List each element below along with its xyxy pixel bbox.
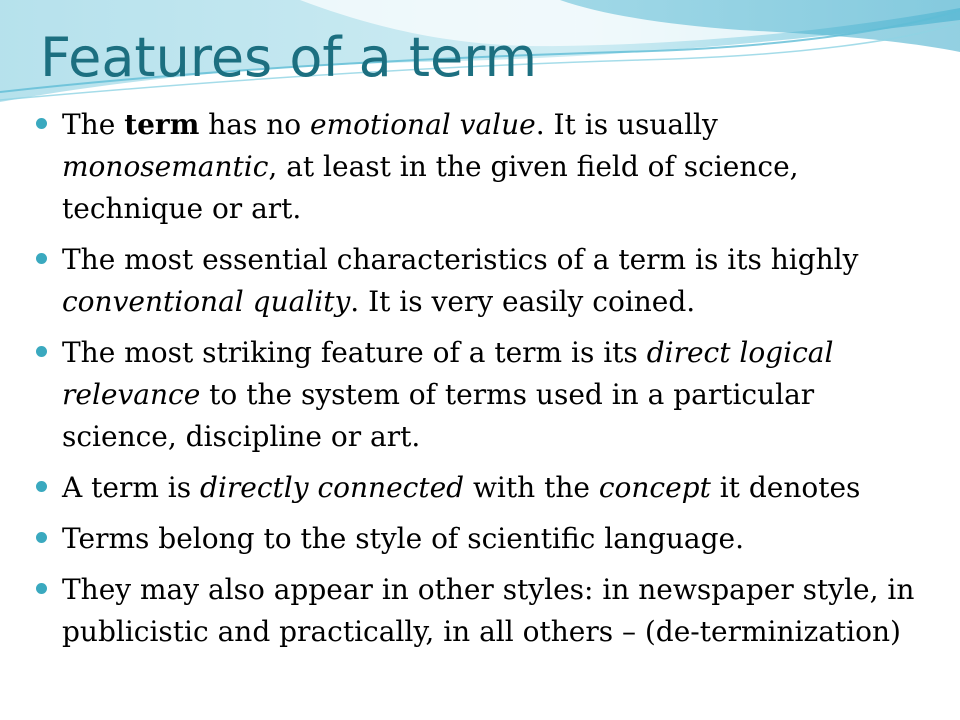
text-segment: has no [199, 108, 311, 141]
text-segment-italic: emotional value [310, 108, 536, 141]
bullet-dot-icon [36, 481, 47, 492]
bullet-item [36, 239, 916, 323]
text-segment: , at least in the given field of science, technique or art. [62, 150, 799, 225]
text-segment: The most striking feature of a term is its [62, 336, 647, 369]
text-segment-italic: direct logical relevance [62, 336, 834, 411]
bullet-dot-icon [36, 253, 47, 264]
bullet-item [36, 332, 916, 458]
bullet-item [36, 518, 916, 560]
bullet-item [36, 569, 916, 653]
bullet-text [62, 243, 858, 318]
text-segment-bold: term [124, 108, 200, 141]
bullet-dot-icon [36, 118, 47, 129]
bullet-dot-icon [36, 583, 47, 594]
text-segment: A term is [62, 471, 201, 504]
bullet-text [62, 471, 860, 504]
bullet-text [62, 573, 914, 648]
text-segment: it denotes [710, 471, 861, 504]
text-segment: . It is usually [535, 108, 718, 141]
text-segment: The [62, 108, 125, 141]
bullet-text [62, 522, 744, 555]
bullet-item [36, 467, 916, 509]
text-segment: . It is very easily coined. [350, 285, 696, 318]
text-segment: The most essential characteristics of a term is its highly [62, 243, 859, 276]
text-segment-italic: conventional quality [62, 285, 351, 318]
bullet-list [36, 104, 916, 662]
bullet-text [62, 336, 833, 453]
text-segment-italic: concept [598, 471, 711, 504]
bullet-item [36, 104, 916, 230]
text-segment-italic: directly connected [200, 471, 465, 504]
bullet-dot-icon [36, 532, 47, 543]
text-segment: Terms belong to the style of scientific language. [62, 522, 744, 555]
text-segment: They may also appear in other styles: in newspaper style, in publicistic and practically, in all others – (de-terminization) [62, 573, 915, 648]
bullet-text [62, 108, 799, 225]
slide-title: Features of a term [40, 26, 538, 89]
text-segment: to the system of terms used in a particular science, discipline or art. [62, 378, 815, 453]
text-segment: with the [464, 471, 599, 504]
bullet-dot-icon [36, 346, 47, 357]
text-segment-italic: monosemantic [62, 150, 269, 183]
